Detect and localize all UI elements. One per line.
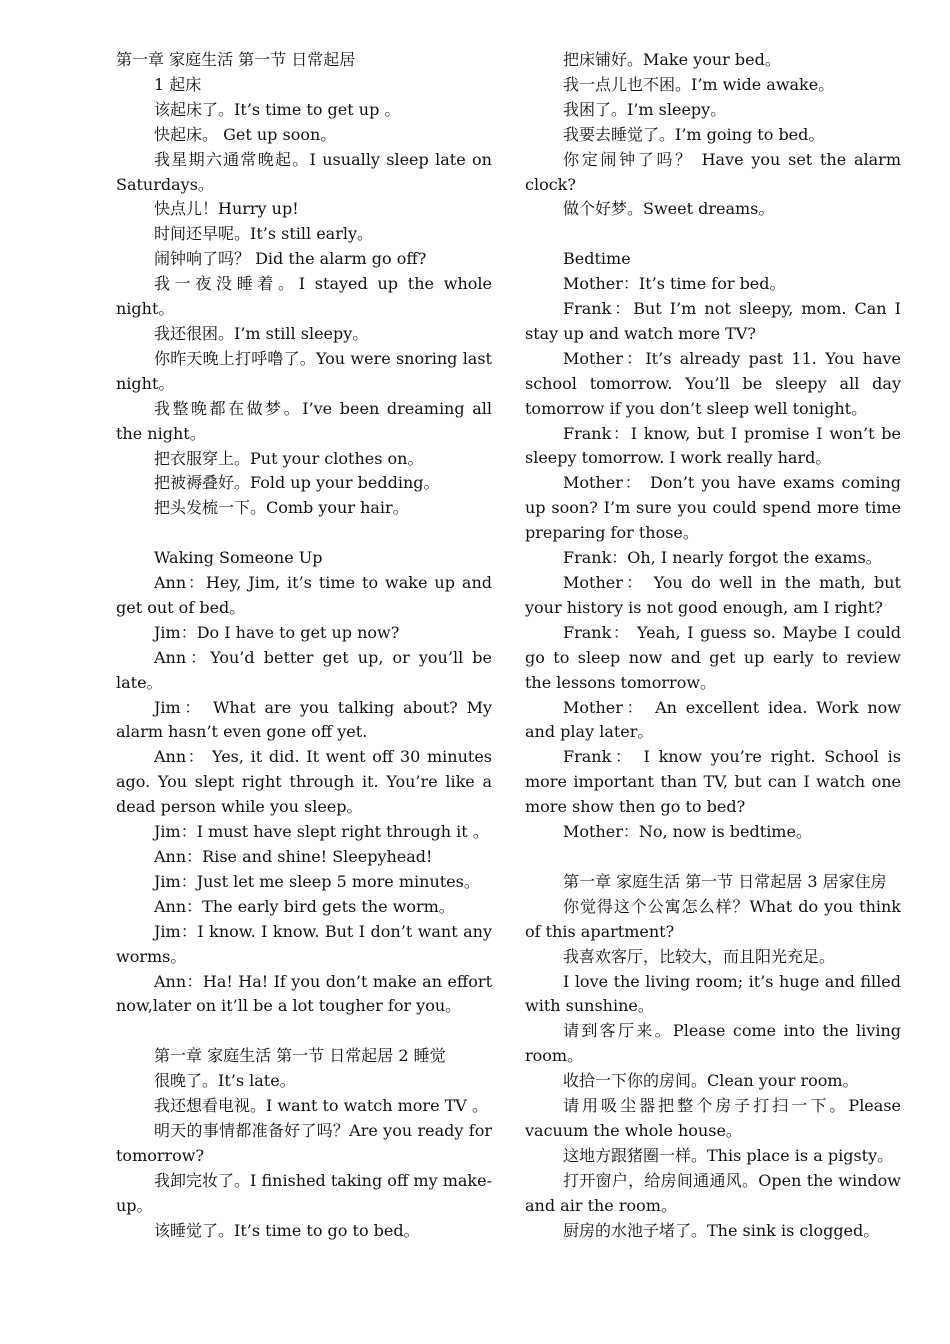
paragraph: 把衣服穿上。Put your clothes on。 <box>154 448 424 468</box>
paragraph: 我整晚都在做梦。I’ve been dreaming all the night。 <box>116 398 492 443</box>
right-column <box>525 48 901 1243</box>
left-column <box>116 48 492 1243</box>
paragraph: Mother： You do well in the math, but your history is not good enough, am I right? <box>525 573 901 617</box>
paragraph: Jim：Just let me sleep 5 more minutes。 <box>154 871 480 891</box>
paragraph: Mother： An excellent idea. Work now and play later。 <box>525 697 901 742</box>
paragraph: Ann：The early bird gets the worm。 <box>154 896 455 916</box>
paragraph: 把床铺好。Make your bed。 <box>563 50 781 69</box>
paragraph: Mother：It’s already past 11. You have school tomorrow. You’ll be sleepy all day tomorrow if you don’t sleep well tonight。 <box>525 348 901 418</box>
paragraph: Mother：It’s time for bed。 <box>563 274 786 294</box>
paragraph: 时间还早呢。It’s still early。 <box>154 224 374 244</box>
paragraph: 我一点儿也不困。I’m wide awake。 <box>563 74 835 94</box>
paragraph: 我卸完妆了。I finished taking off my make-up。 <box>116 1170 492 1215</box>
paragraph: 快点儿！Hurry up! <box>154 199 299 219</box>
paragraph: Frank：But I’m not sleepy, mom. Can I stay up and watch more TV? <box>525 299 901 343</box>
paragraph: 请到客厅来。Please come into the living room。 <box>525 1021 901 1066</box>
paragraph: Frank：I know, but I promise I won’t be sleepy tomorrow. I work really hard。 <box>525 423 901 468</box>
paragraph: I love the living room; it’s huge and filled with sunshine。 <box>525 971 901 1016</box>
paragraph: Ann：You’d better get up, or you’ll be late。 <box>116 647 492 692</box>
paragraph: 这地方跟猪圈一样。This place is a pigsty。 <box>563 1145 894 1165</box>
paragraph: 你觉得这个公寓怎么样？What do you think of this apartment? <box>525 896 901 941</box>
paragraph: 我星期六通常晚起。I usually sleep late on Saturdays。 <box>116 149 492 194</box>
paragraph: 第一章 家庭生活 第一节 日常起居 2 睡觉 <box>154 1046 446 1066</box>
paragraph: Frank： Yeah, I guess so. Maybe I could go to sleep now and get up early to review the lessons tomorrow。 <box>525 622 901 692</box>
paragraph: 我还想看电视。I want to watch more TV 。 <box>154 1096 488 1116</box>
paragraph: Jim： What are you talking about? My alarm hasn’t even gone off yet. <box>116 697 492 742</box>
paragraph: 你昨天晚上打呼噜了。You were snoring last night。 <box>116 348 492 393</box>
paragraph: 厨房的水池子堵了。The sink is clogged。 <box>563 1220 880 1240</box>
paragraph: Jim：I know. I know. But I don’t want any worms。 <box>116 921 492 966</box>
paragraph: 第一章 家庭生活 第一节 日常起居 <box>116 50 356 69</box>
paragraph: Bedtime <box>563 249 631 269</box>
paragraph: 把被褥叠好。Fold up your bedding。 <box>154 473 440 493</box>
blank-line <box>525 845 901 870</box>
paragraph: 明天的事情都准备好了吗？Are you ready for tomorrow? <box>116 1120 492 1165</box>
paragraph: 请用吸尘器把整个房子打扫一下。Please vacuum the whole house。 <box>525 1096 901 1140</box>
paragraph: 收拾一下你的房间。Clean your room。 <box>563 1071 859 1091</box>
paragraph: 该起床了。It’s time to get up 。 <box>154 99 401 119</box>
paragraph: Jim：I must have slept right through it 。 <box>154 822 489 842</box>
paragraph: Waking Someone Up <box>154 548 323 568</box>
paragraph: Ann：Hey, Jim, it’s time to wake up and get out of bed。 <box>116 573 492 617</box>
paragraph: Ann： Yes, it did. It went off 30 minutes ago. You slept right through it. You’re like a dead person while you sleep。 <box>116 747 492 817</box>
blank-line <box>116 1019 492 1044</box>
paragraph: Mother： Don’t you have exams coming up soon? I’m sure you could spend more time preparing for those。 <box>525 473 901 543</box>
paragraph: 做个好梦。Sweet dreams。 <box>563 199 775 219</box>
paragraph: 打开窗户，给房间通通风。Open the window and air the room。 <box>525 1170 901 1215</box>
paragraph: 你定闹钟了吗？ Have you set the alarm clock? <box>525 149 901 194</box>
paragraph: 我喜欢客厅，比较大，而且阳光充足。 <box>563 946 836 966</box>
paragraph: Ann：Ha! Ha! If you don’t make an effort now,later on it’ll be a lot tougher for you。 <box>116 971 492 1016</box>
paragraph: 我一夜没睡着。I stayed up the whole night。 <box>116 274 492 319</box>
paragraph: 我要去睡觉了。I’m going to bed。 <box>563 124 825 144</box>
paragraph: 该睡觉了。It’s time to go to bed。 <box>154 1220 420 1240</box>
paragraph: Frank： I know you’re right. School is more important than TV, but can I watch one more show then go to bed? <box>525 747 901 817</box>
paragraph: Ann：Rise and shine! Sleepyhead! <box>154 846 433 866</box>
paragraph: Jim：Do I have to get up now? <box>154 622 400 642</box>
paragraph: 第一章 家庭生活 第一节 日常起居 3 居家住房 <box>563 871 887 891</box>
paragraph: 我困了。I’m sleepy。 <box>563 99 727 119</box>
paragraph: Frank：Oh, I nearly forgot the exams。 <box>563 548 882 568</box>
paragraph: 我还很困。I’m still sleepy。 <box>154 323 369 343</box>
paragraph: 闹钟响了吗？ Did the alarm go off? <box>154 249 427 269</box>
paragraph: 1 起床 <box>154 74 202 94</box>
paragraph: 很晚了。It’s late。 <box>154 1071 296 1091</box>
paragraph: Mother：No, now is bedtime。 <box>563 822 812 842</box>
paragraph: 快起床。 Get up soon。 <box>154 124 337 144</box>
blank-line <box>116 521 492 546</box>
paragraph: 把头发梳一下。Comb your hair。 <box>154 498 409 518</box>
blank-line <box>525 222 901 247</box>
